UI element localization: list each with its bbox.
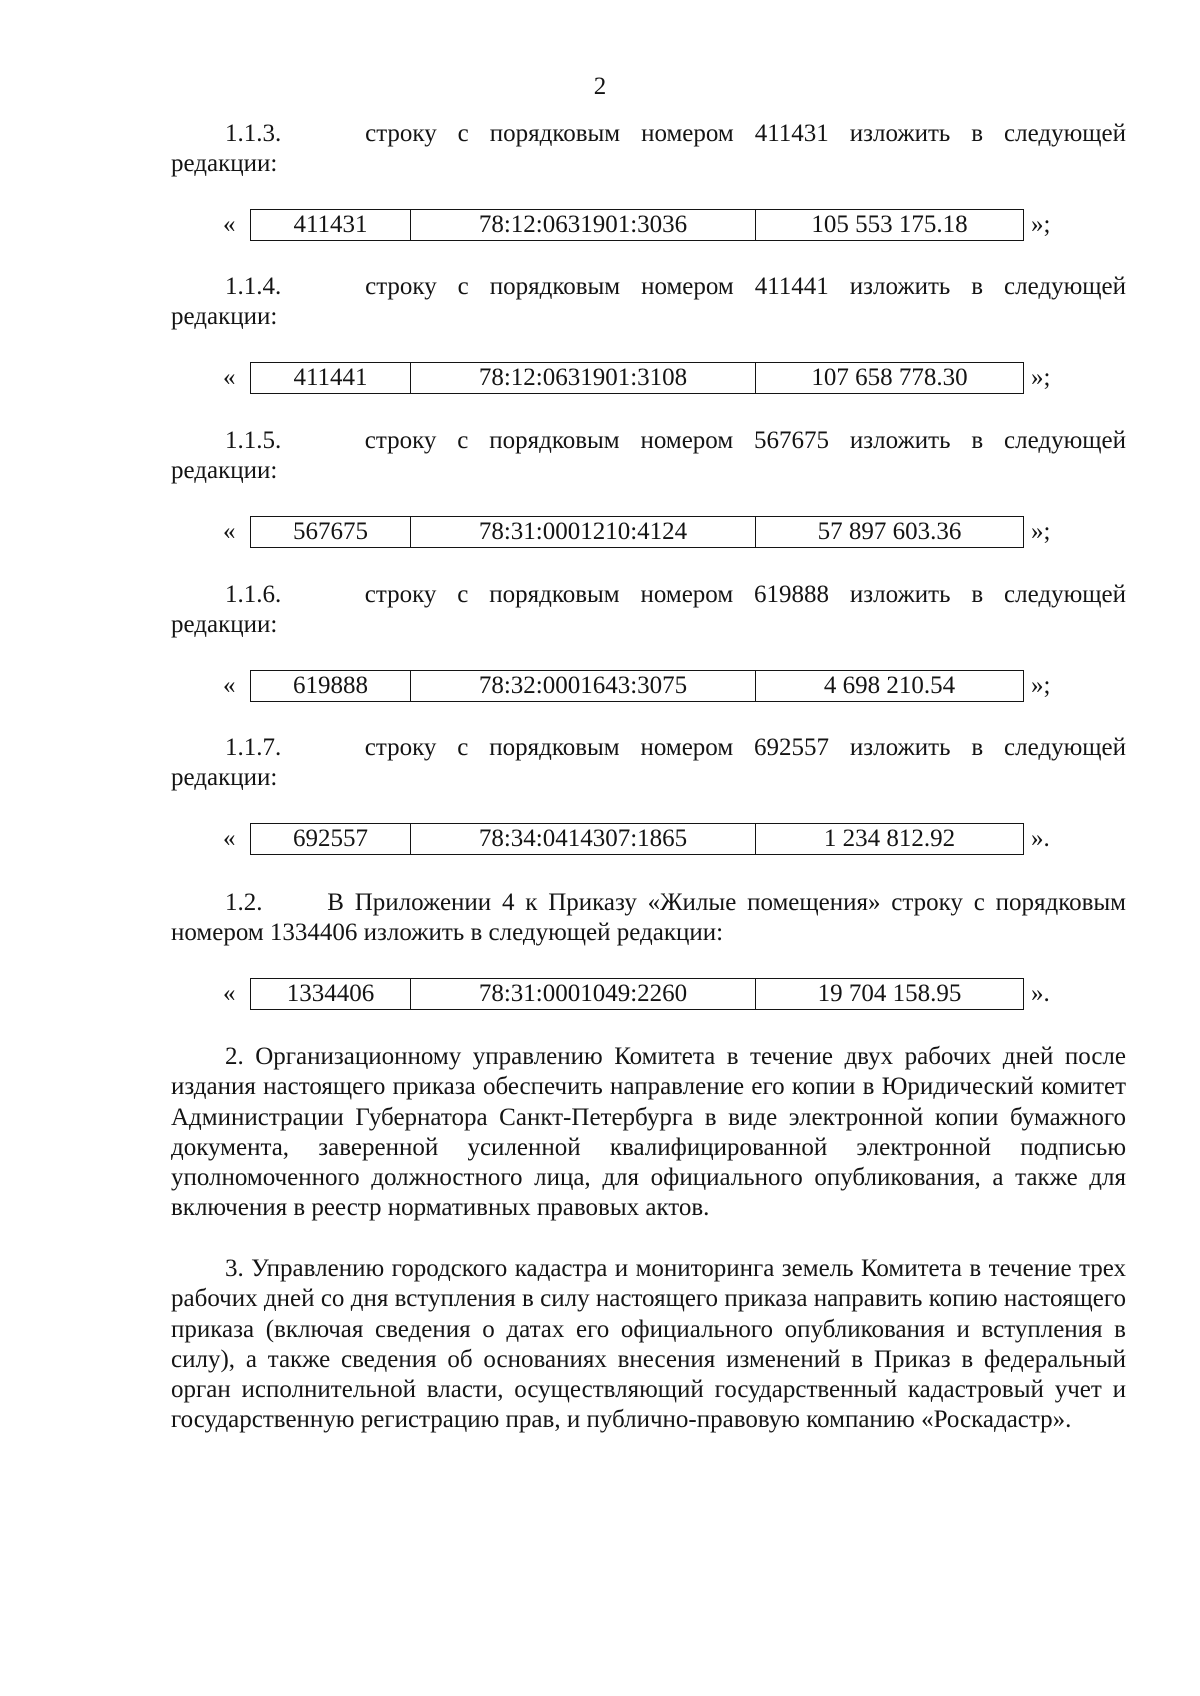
item-number: 1.2. bbox=[225, 889, 263, 916]
item-text: строку с порядковым номером 411431 изложить в следующей bbox=[365, 120, 1127, 147]
item-number: 1.1.5. bbox=[225, 427, 282, 454]
quote-open: « bbox=[223, 980, 236, 1007]
item-number: 1.1.6. bbox=[225, 581, 282, 608]
row-table bbox=[250, 670, 1024, 702]
cell-id: 692557 bbox=[251, 824, 411, 854]
cell-value: 19 704 158.95 bbox=[817, 980, 962, 1007]
quote-close: »; bbox=[1031, 364, 1051, 391]
cell-value: 4 698 210.54 bbox=[823, 672, 956, 699]
item-text: В Приложении 4 к Приказу «Жилые помещения» строку с порядковым bbox=[327, 889, 1126, 916]
cell-cadastral: 78:34:0414307:1865 bbox=[411, 824, 756, 854]
item-heading bbox=[171, 119, 1126, 149]
item-number: 1.1.7. bbox=[225, 734, 282, 761]
cell-value: 57 897 603.36 bbox=[817, 518, 962, 545]
quote-close: »; bbox=[1031, 518, 1051, 545]
item-text: строку с порядковым номером 411441 изложить в следующей bbox=[365, 273, 1127, 300]
item-tail: редакции: bbox=[171, 150, 278, 177]
item-heading bbox=[171, 888, 1126, 918]
row-table bbox=[250, 823, 1024, 855]
row-table bbox=[250, 978, 1024, 1010]
cell-value: 105 553 175.18 bbox=[811, 211, 968, 238]
quote-close: ». bbox=[1031, 980, 1050, 1007]
cell-id: 411431 bbox=[251, 210, 411, 240]
quote-open: « bbox=[223, 364, 236, 391]
item-tail: редакции: bbox=[171, 303, 278, 330]
cell-value: 107 658 778.30 bbox=[811, 364, 968, 391]
item-heading bbox=[171, 580, 1126, 610]
item-text: строку с порядковым номером 567675 изложить в следующей bbox=[364, 427, 1126, 454]
paragraph-2-text: 2. Организационному управлению Комитета в течение двух рабочих дней после издания настоящего приказа обеспечить направление его копии в Юридический комитет Администрации Губернатора Санкт-Петербурга в виде электронной копии бумажного документа, заверенной усиленной квалифицированной электронной подписью уполномоченного должностного лица, для официального опубликования, а также для включения в реестр нормативных правовых актов. bbox=[171, 1043, 1126, 1222]
cell-cadastral: 78:32:0001643:3075 bbox=[411, 671, 756, 701]
cell-id: 567675 bbox=[251, 517, 411, 547]
row-table bbox=[250, 516, 1024, 548]
cell-cadastral: 78:31:0001210:4124 bbox=[411, 517, 756, 547]
quote-close: »; bbox=[1031, 672, 1051, 699]
quote-open: « bbox=[223, 672, 236, 699]
item-text: строку с порядковым номером 619888 изложить в следующей bbox=[364, 581, 1126, 608]
cell-id: 1334406 bbox=[251, 979, 411, 1009]
quote-close: ». bbox=[1031, 825, 1050, 852]
item-number: 1.1.4. bbox=[225, 273, 282, 300]
cell-cadastral: 78:12:0631901:3108 bbox=[411, 363, 756, 393]
paragraph-3-text: 3. Управлению городского кадастра и мониторинга земель Комитета в течение трех рабочих дней со дня вступления в силу настоящего приказа направить копию настоящего приказа (включая сведения о датах его официального опубликования и вступления в силу), а также сведения об основаниях внесения изменений в Приказ в федеральный орган исполнительной власти, осуществляющий государственный кадастровый учет и государственную регистрацию прав, и публично-правовую компанию «Роскадастр». bbox=[171, 1255, 1126, 1434]
item-tail: редакции: bbox=[171, 611, 278, 638]
row-table bbox=[250, 362, 1024, 394]
paragraph-3 bbox=[171, 1254, 1126, 1436]
item-tail: редакции: bbox=[171, 764, 278, 791]
page-number: 2 bbox=[593, 73, 607, 100]
cell-cadastral: 78:12:0631901:3036 bbox=[411, 210, 756, 240]
item-text: строку с порядковым номером 692557 изложить в следующей bbox=[364, 734, 1126, 761]
quote-open: « bbox=[223, 211, 236, 238]
quote-open: « bbox=[223, 518, 236, 545]
item-tail: номером 1334406 изложить в следующей редакции: bbox=[171, 919, 724, 946]
cell-value: 1 234 812.92 bbox=[823, 825, 956, 852]
cell-id: 411441 bbox=[251, 363, 411, 393]
row-table bbox=[250, 209, 1024, 241]
item-number: 1.1.3. bbox=[225, 120, 282, 147]
quote-open: « bbox=[223, 825, 236, 852]
cell-id: 619888 bbox=[251, 671, 411, 701]
item-heading bbox=[171, 272, 1126, 302]
item-tail: редакции: bbox=[171, 457, 278, 484]
item-heading bbox=[171, 733, 1126, 763]
quote-close: »; bbox=[1031, 211, 1051, 238]
cell-cadastral: 78:31:0001049:2260 bbox=[411, 979, 756, 1009]
item-heading bbox=[171, 426, 1126, 456]
paragraph-2 bbox=[171, 1042, 1126, 1224]
